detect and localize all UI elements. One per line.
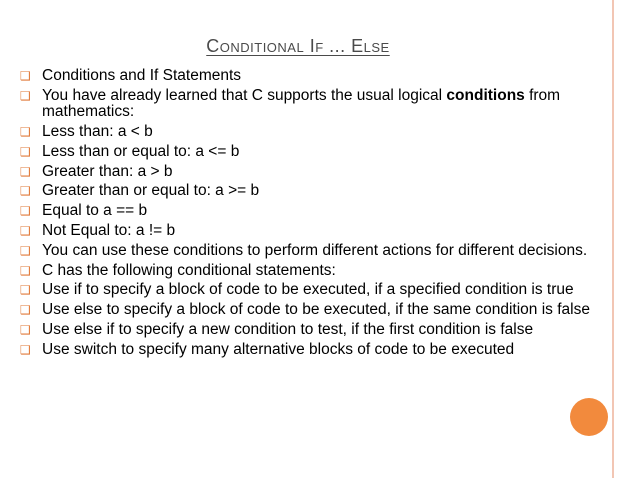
bullet-item: ❑ Greater than or equal to: a >= b [20,182,260,200]
bullet-icon: ❑ [20,224,31,239]
bullet-item: ❑ Equal to a == b [20,202,148,220]
bullet-item: ❑ Use if to specify a block of code to be executed, if a specified condition is true [20,281,574,299]
bullet-item: ❑ Not Equal to: a != b [20,222,176,240]
bullet-item: ❑ Greater than: a > b [20,162,173,180]
bullet-icon: ❑ [20,125,31,140]
bullet-item: ❑ You have already learned that C supports the usual logical conditions from mathematics: [20,86,561,121]
bullet-icon: ❑ [20,243,31,258]
slide-title: Conditional If ... Else [206,36,390,56]
bullet-icon: ❑ [20,88,31,103]
bullet-item: ❑ Less than: a < b [20,123,153,141]
bullet-icon: ❑ [20,164,31,179]
bullet-icon: ❑ [20,342,31,357]
bullet-icon: ❑ [20,323,31,338]
bullet-item: ❑ Conditions and If Statements [20,67,242,84]
bullet-list [20,68,600,362]
bullet-item: ❑ C has the following conditional statements: [20,261,336,279]
bullet-icon: ❑ [20,303,31,318]
bullet-item: ❑ Less than or equal to: a <= b [20,142,240,160]
bullet-icon: ❑ [20,204,31,219]
bullet-icon: ❑ [20,144,31,159]
bullet-icon: ❑ [20,184,31,199]
bullet-item: ❑ You can use these conditions to perform different actions for different decisions. [20,241,588,259]
bullet-item: ❑ Use else to specify a block of code to be executed, if the same condition is false [20,301,590,319]
bullet-icon: ❑ [20,283,31,298]
bullet-item: ❑ Use else if to specify a new condition to test, if the first condition is false [20,321,534,339]
bullet-icon: ❑ [20,263,31,278]
bold-term: conditions [446,86,525,104]
orange-circle-decoration [570,398,608,436]
bullet-icon: ❑ [20,69,31,83]
bullet-item: ❑ Use switch to specify many alternative blocks of code to be executed [20,340,515,358]
decorative-rule [612,0,614,478]
